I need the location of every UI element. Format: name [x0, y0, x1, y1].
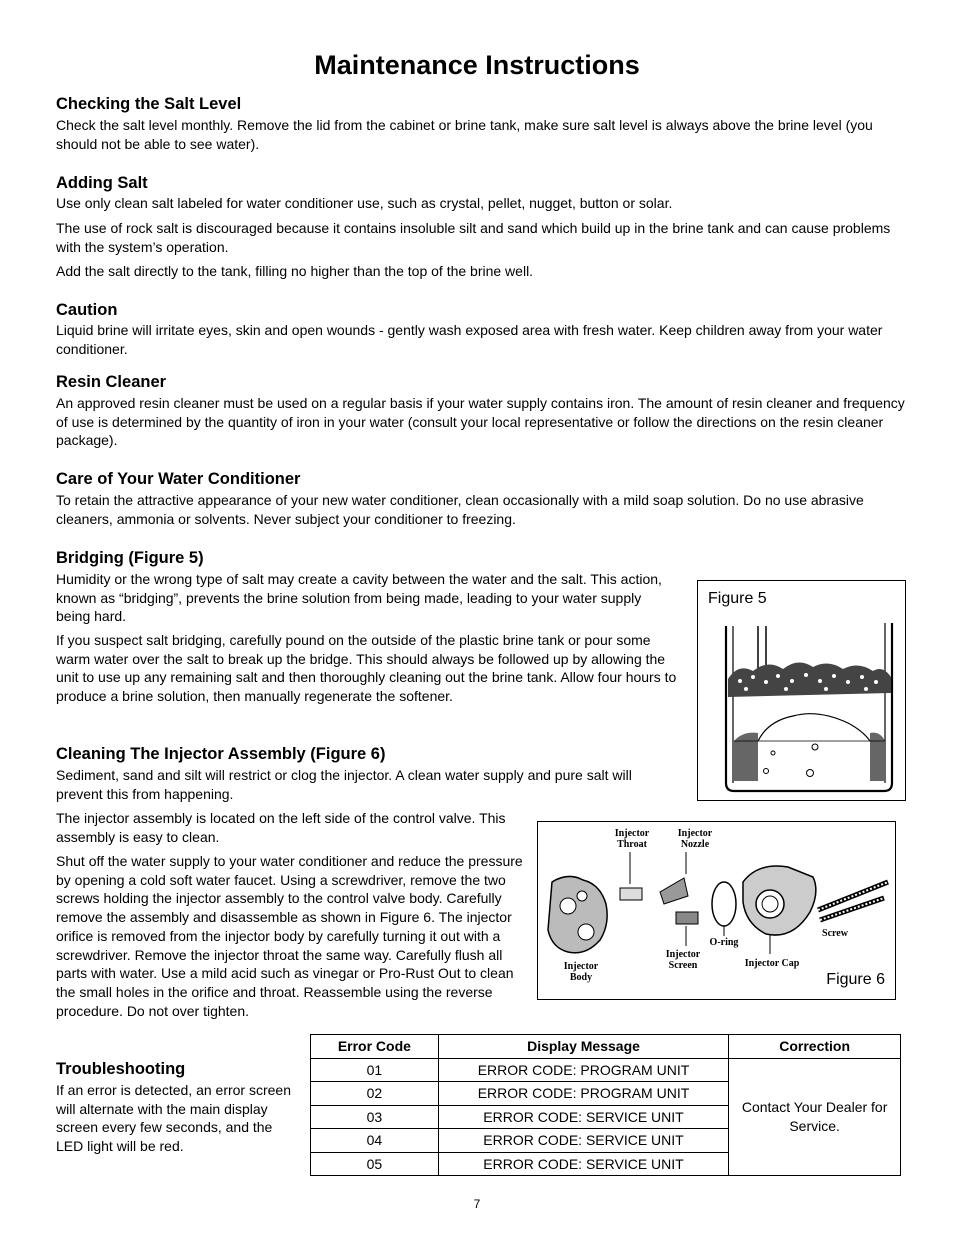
- correction-cell: Contact Your Dealer for Service.: [729, 1058, 901, 1176]
- figure-6: [537, 821, 896, 1000]
- brine-tank-illustration: [698, 581, 905, 800]
- label-injector-body: Injector Body: [563, 961, 599, 983]
- display-message-cell: ERROR CODE: SERVICE UNIT: [438, 1129, 728, 1153]
- paragraph-bridging-2: If you suspect salt bridging, carefully pound on the outside of the plastic brine tank or pour some warm water over the salt to break up the bridge. This should always be followed up by allowing the unit to use up any remaining salt and then thoroughly cleaning out the brine tank. Allow four hours to produce a brine solution, then manually regenerate the softener.: [56, 632, 677, 705]
- header-correction: Correction: [729, 1035, 901, 1059]
- heading-troubleshooting: Troubleshooting: [56, 1060, 186, 1078]
- label-injector-cap: Injector Cap: [744, 958, 800, 969]
- page-number: 7: [473, 1197, 481, 1211]
- paragraph-adding-salt-1: Use only clean salt labeled for water conditioner use, such as crystal, pellet, nugget, button or solar.: [56, 195, 673, 211]
- display-message-cell: ERROR CODE: PROGRAM UNIT: [438, 1082, 728, 1106]
- paragraph-salt-level: Check the salt level monthly. Remove the lid from the cabinet or brine tank, make sure salt level is always above the brine level (you should not be able to see water).: [56, 117, 873, 152]
- heading-resin-cleaner: Resin Cleaner: [56, 373, 167, 391]
- table-row: [311, 1058, 901, 1082]
- label-injector-screen: Injector Screen: [665, 949, 701, 971]
- error-code-table: [310, 1034, 901, 1176]
- paragraph-bridging-1: Humidity or the wrong type of salt may create a cavity between the water and the salt. This action, known as “bridging”, prevents the brine solution from being made, leading to your water supply being hard.: [56, 571, 662, 625]
- page-title: Maintenance Instructions: [314, 50, 640, 80]
- heading-bridging: Bridging (Figure 5): [56, 549, 204, 567]
- heading-caution: Caution: [56, 301, 118, 319]
- label-screw: Screw: [822, 928, 848, 939]
- figure-6-caption: Figure 6: [826, 971, 885, 988]
- paragraph-injector-3: Shut off the water supply to your water conditioner and reduce the pressure by opening a cold soft water faucet. Using a screwdriver, remove the two screws holding the injector assembly to the control valve body. Carefully remove the assembly and disassemble as shown in Figure 6. The injector orifice is removed from the injector body by carefully turning it out with a screwdriver. Remove the injector throat the same way. Carefully flush all parts with water. Use a mild acid such as vinegar or Pro-Rust Out to clean the small holes in the orifice and throat. Reassemble using the reverse procedure. Do not over tighten.: [56, 853, 523, 1019]
- figure-5-caption: Figure 5: [708, 590, 767, 607]
- heading-care: Care of Your Water Conditioner: [56, 470, 301, 488]
- paragraph-care: To retain the attractive appearance of your new water conditioner, clean occasionally with a mild soap solution. Do no use abrasive cleaners, ammonia or solvents. Never subject your conditioner to freezing.: [56, 492, 864, 527]
- heading-injector: Cleaning The Injector Assembly (Figure 6): [56, 745, 386, 763]
- header-error-code: Error Code: [311, 1035, 439, 1059]
- paragraph-troubleshooting: If an error is detected, an error screen will alternate with the main display screen every few seconds, and the LED light will be red.: [56, 1082, 291, 1155]
- error-code-cell: 05: [311, 1152, 439, 1176]
- figure-5: [697, 580, 906, 801]
- header-display-message: Display Message: [438, 1035, 728, 1059]
- table-header-row: [311, 1035, 901, 1059]
- display-message-cell: ERROR CODE: PROGRAM UNIT: [438, 1058, 728, 1082]
- paragraph-adding-salt-3: Add the salt directly to the tank, filling no higher than the top of the brine well.: [56, 263, 534, 279]
- label-o-ring: O-ring: [709, 937, 739, 948]
- label-injector-throat: Injector Throat: [614, 828, 650, 850]
- display-message-cell: ERROR CODE: SERVICE UNIT: [438, 1105, 728, 1129]
- paragraph-caution: Liquid brine will irritate eyes, skin and open wounds - gently wash exposed area with fresh water. Keep children away from your water conditioner.: [56, 322, 883, 357]
- paragraph-adding-salt-2: The use of rock salt is discouraged because it contains insoluble silt and sand which build up in the brine tank and can cause problems with the system’s operation.: [56, 220, 891, 255]
- label-injector-nozzle: Injector Nozzle: [677, 828, 713, 850]
- error-code-cell: 02: [311, 1082, 439, 1106]
- paragraph-injector-1: Sediment, sand and silt will restrict or clog the injector. A clean water supply and pure salt will prevent this from happening.: [56, 767, 632, 802]
- paragraph-injector-2: The injector assembly is located on the left side of the control valve. This assembly is easy to clean.: [56, 810, 506, 845]
- error-code-cell: 01: [311, 1058, 439, 1082]
- paragraph-resin-cleaner: An approved resin cleaner must be used on a regular basis if your water supply contains iron. The amount of resin cleaner and frequency of use is determined by the quantity of iron in your water (consult your local representative or follow the directions on the resin cleaner package).: [56, 395, 905, 449]
- display-message-cell: ERROR CODE: SERVICE UNIT: [438, 1152, 728, 1176]
- error-code-cell: 04: [311, 1129, 439, 1153]
- heading-salt-level: Checking the Salt Level: [56, 95, 242, 113]
- error-code-cell: 03: [311, 1105, 439, 1129]
- heading-adding-salt: Adding Salt: [56, 174, 148, 192]
